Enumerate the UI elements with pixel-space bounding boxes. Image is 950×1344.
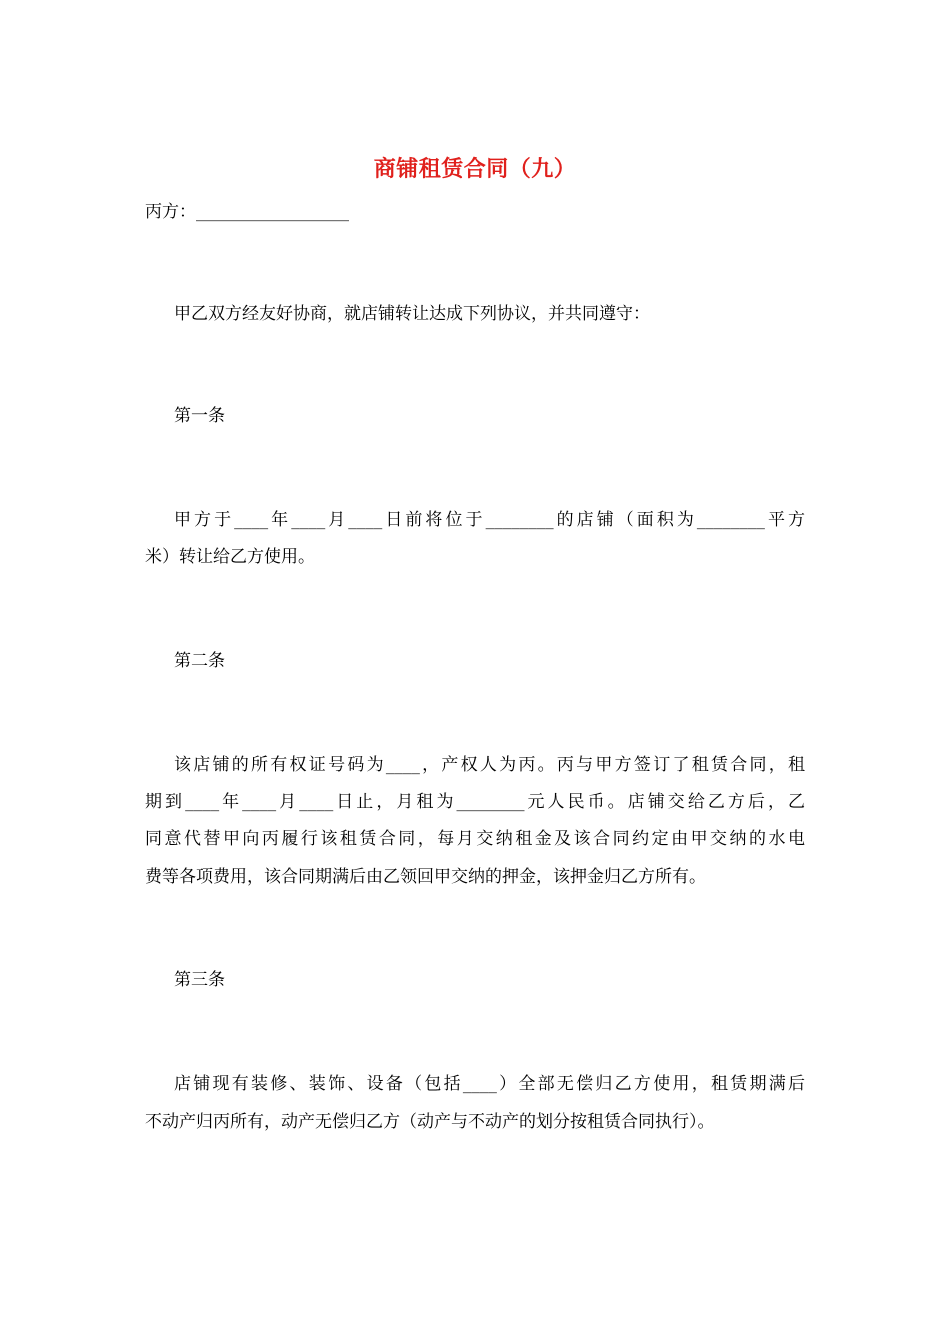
document-title: 商铺租赁合同（九）	[373, 156, 577, 182]
article-3-line-2: 不动产归丙所有，动产无偿归乙方（动产与不动产的划分按租赁合同执行）。	[145, 1112, 715, 1132]
article-2-line-3: 同意代替甲向丙履行该租赁合同，每月交纳租金及该合同约定由甲交纳的水电	[145, 829, 805, 849]
article-2-line-2: 期到____年____月____日止，月租为________元人民币。店铺交给乙方后，乙	[145, 792, 805, 812]
article-2-heading: 第二条	[174, 651, 225, 671]
article-2-line-1: 该店铺的所有权证号码为____，产权人为丙。丙与甲方签订了租赁合同，租	[174, 755, 805, 775]
article-1-heading: 第一条	[174, 406, 225, 426]
intro-paragraph: 甲乙双方经友好协商，就店铺转让达成下列协议，并共同遵守：	[174, 304, 650, 324]
article-1-line-1: 甲方于____年____月____日前将位于________的店铺（面积为________平方	[174, 510, 805, 530]
party-c-line: 丙方：__________________	[145, 202, 349, 222]
article-2-line-4: 费等各项费用，该合同期满后由乙领回甲交纳的押金，该押金归乙方所有。	[145, 867, 706, 887]
article-1-line-2: 米）转让给乙方使用。	[145, 547, 315, 567]
article-3-line-1: 店铺现有装修、装饰、设备（包括____）全部无偿归乙方使用，租赁期满后	[174, 1074, 805, 1094]
article-3-heading: 第三条	[174, 970, 225, 990]
